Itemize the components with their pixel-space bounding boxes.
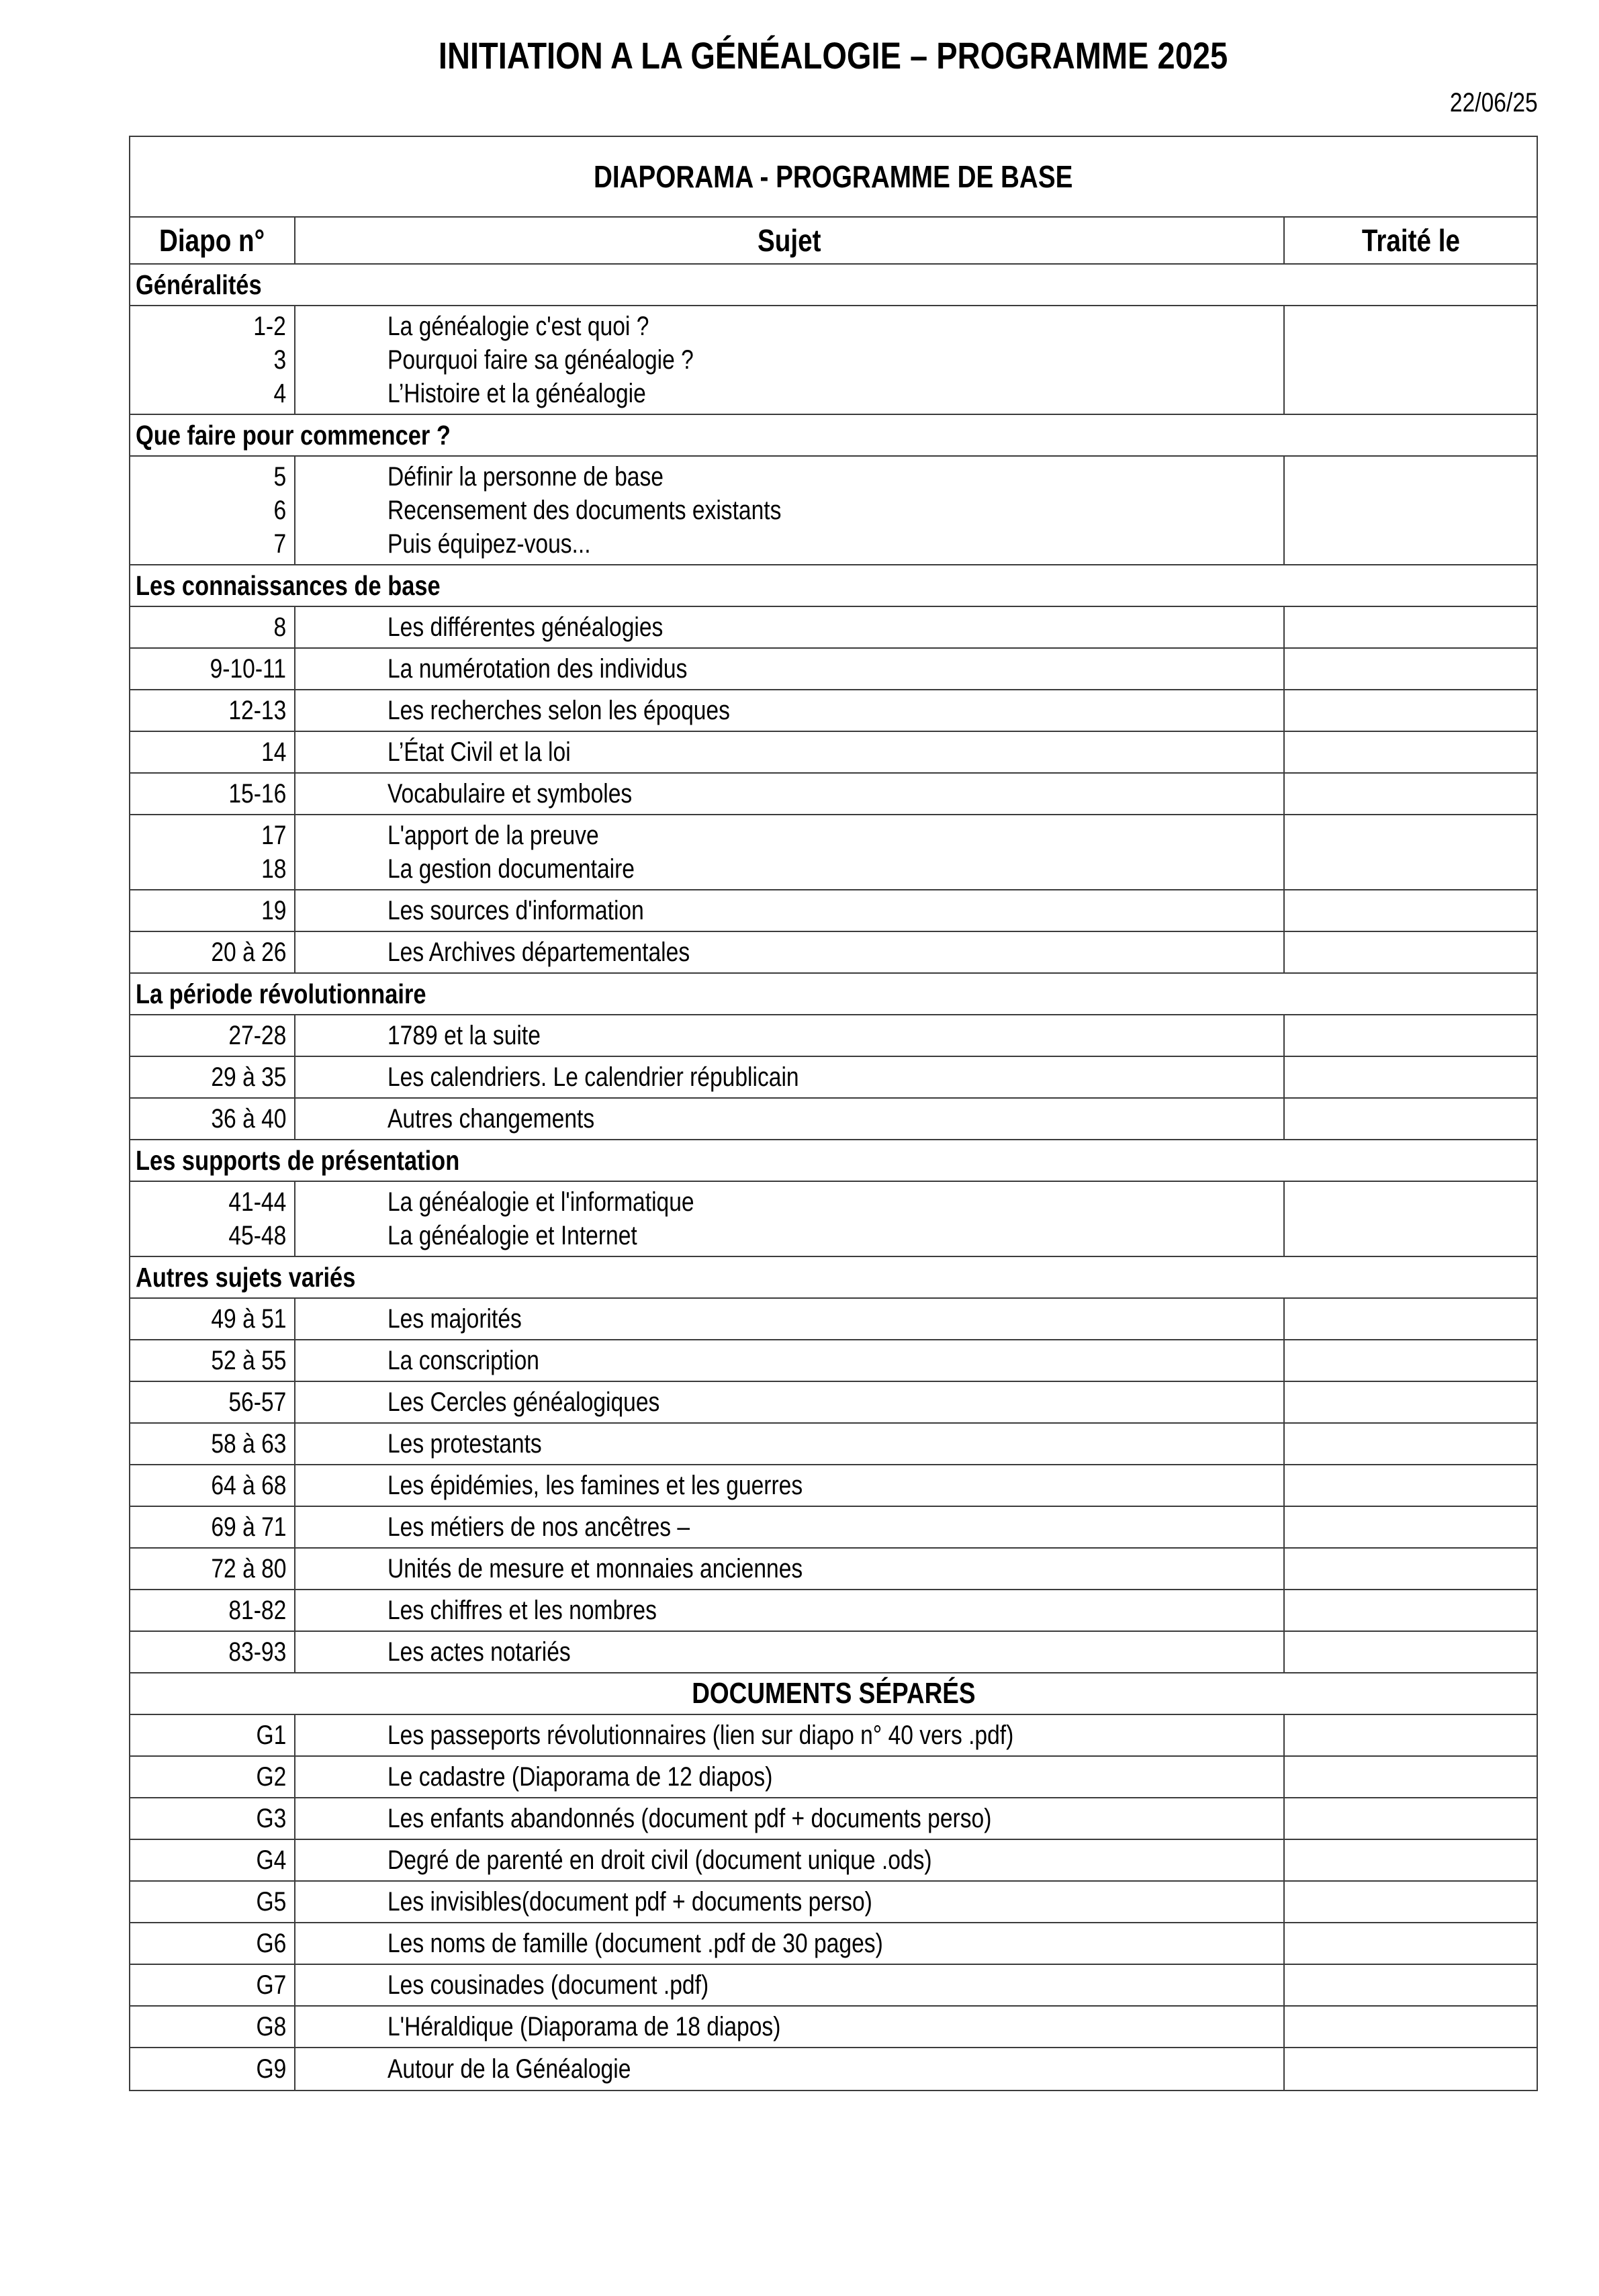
- table-row: [130, 1840, 1537, 1882]
- table-row: [130, 815, 1537, 890]
- banner-row: [130, 1673, 1537, 1715]
- document-page: [0, 35, 1599, 2091]
- subject-text: La généalogie c'est quoi ?: [387, 312, 649, 341]
- subject-text: Les épidémies, les famines et les guerres: [387, 1471, 803, 1500]
- table-row: [130, 1882, 1537, 1923]
- traite-le-cell: [1285, 1507, 1537, 1547]
- subject-cell: [295, 2007, 1285, 2047]
- diapo-number-cell: [130, 690, 295, 731]
- table-title: DIAPORAMA - PROGRAMME DE BASE: [594, 159, 1073, 194]
- subject-text: Pourquoi faire sa généalogie ?: [387, 345, 694, 375]
- subject-cell: [295, 1015, 1285, 1056]
- subject-cell: [295, 1798, 1285, 1839]
- diapo-number-cell: [130, 1882, 295, 1922]
- subject-text: Unités de mesure et monnaies anciennes: [387, 1554, 803, 1583]
- section-label: Généralités: [136, 269, 262, 300]
- subject-cell: [295, 1840, 1285, 1880]
- traite-le-cell: [1285, 306, 1537, 414]
- diapo-number-cell: [130, 1299, 295, 1339]
- section-label: La période révolutionnaire: [136, 978, 426, 1009]
- subject-text: Autour de la Généalogie: [387, 2054, 631, 2084]
- subject-text: La généalogie et l'informatique: [387, 1187, 694, 1217]
- section-row: [130, 415, 1537, 457]
- table-row: [130, 1965, 1537, 2007]
- traite-le-cell: [1285, 1798, 1537, 1839]
- subject-text: Vocabulaire et symboles: [387, 779, 633, 809]
- table-row: [130, 1099, 1537, 1140]
- header-diapo-cell: [130, 218, 295, 263]
- section-label: Les supports de présentation: [136, 1144, 460, 1176]
- diapo-number-cell: [130, 1507, 295, 1547]
- diapo-number-cell: [130, 1057, 295, 1097]
- banner-label: DOCUMENTS SÉPARÉS: [691, 1677, 976, 1710]
- section-row: [130, 974, 1537, 1015]
- table-title-row: [130, 137, 1537, 218]
- diapo-number: 4: [273, 379, 286, 408]
- subject-cell: [295, 306, 1285, 414]
- subject-cell: [295, 2048, 1285, 2090]
- traite-le-cell: [1285, 649, 1537, 689]
- traite-le-cell: [1285, 1757, 1537, 1797]
- document-date: [129, 87, 1538, 118]
- subject-text: Les métiers de nos ancêtres –: [387, 1512, 690, 1542]
- diapo-number: 18: [261, 854, 286, 884]
- section-row: [130, 1257, 1537, 1299]
- table-row: [130, 1590, 1537, 1632]
- diapo-number: 64 à 68: [210, 1471, 286, 1500]
- table-row: [130, 1549, 1537, 1590]
- subject-text: La numérotation des individus: [387, 654, 688, 684]
- diapo-number: 72 à 80: [210, 1554, 286, 1583]
- subject-text: La gestion documentaire: [387, 854, 635, 884]
- diapo-number: 14: [261, 737, 286, 767]
- traite-le-cell: [1285, 1299, 1537, 1339]
- subject-text: Les Archives départementales: [387, 937, 690, 967]
- diapo-number-cell: [130, 1382, 295, 1422]
- header-diapo-label: Diapo n°: [159, 223, 265, 258]
- table-row: [130, 1182, 1537, 1257]
- traite-le-cell: [1285, 1882, 1537, 1922]
- diapo-number: 6: [273, 496, 286, 525]
- diapo-number-cell: [130, 1840, 295, 1880]
- subject-cell: [295, 457, 1285, 564]
- diapo-number: 81-82: [228, 1596, 286, 1625]
- subject-text: Les actes notariés: [387, 1637, 571, 1667]
- table-row: [130, 2007, 1537, 2048]
- subject-text: Les majorités: [387, 1304, 522, 1334]
- subject-cell: [295, 1299, 1285, 1339]
- subject-text: Les calendriers. Le calendrier républicain: [387, 1062, 799, 1092]
- subject-cell: [295, 1465, 1285, 1506]
- traite-le-cell: [1285, 1182, 1537, 1256]
- traite-le-cell: [1285, 690, 1537, 731]
- subject-text: L’Histoire et la généalogie: [387, 379, 646, 408]
- subject-text: Les invisibles(document pdf + documents perso): [387, 1887, 872, 1917]
- diapo-number: 83-93: [228, 1637, 286, 1667]
- traite-le-cell: [1285, 457, 1537, 564]
- diapo-number-cell: [130, 1965, 295, 2005]
- diapo-number: 8: [273, 612, 286, 642]
- section-row: [130, 565, 1537, 607]
- subject-text: Degré de parenté en droit civil (document unique .ods): [387, 1845, 932, 1875]
- traite-le-cell: [1285, 1099, 1537, 1139]
- diapo-number: 5: [273, 462, 286, 492]
- table-row: [130, 1382, 1537, 1424]
- table-row: [130, 2048, 1537, 2090]
- subject-cell: [295, 690, 1285, 731]
- subject-cell: [295, 1340, 1285, 1381]
- diapo-number: 36 à 40: [210, 1104, 286, 1134]
- table-row: [130, 1632, 1537, 1673]
- traite-le-cell: [1285, 815, 1537, 889]
- header-traite-label: Traité le: [1361, 223, 1460, 258]
- diapo-number: 58 à 63: [210, 1429, 286, 1459]
- subject-cell: [295, 1715, 1285, 1755]
- table-row: [130, 774, 1537, 815]
- subject-cell: [295, 649, 1285, 689]
- diapo-number: 3: [273, 345, 286, 375]
- table-row: [130, 890, 1537, 932]
- traite-le-cell: [1285, 1632, 1537, 1672]
- diapo-number: 45-48: [228, 1221, 286, 1250]
- table-row: [130, 932, 1537, 974]
- traite-le-cell: [1285, 2048, 1537, 2090]
- diapo-number: 52 à 55: [210, 1346, 286, 1375]
- traite-le-cell: [1285, 1965, 1537, 2005]
- table-body: [130, 265, 1537, 2090]
- subject-text: La généalogie et Internet: [387, 1221, 637, 1250]
- traite-le-cell: [1285, 2007, 1537, 2047]
- subject-text: Le cadastre (Diaporama de 12 diapos): [387, 1762, 773, 1792]
- traite-le-cell: [1285, 1715, 1537, 1755]
- program-table: [129, 136, 1538, 2091]
- subject-cell: [295, 1057, 1285, 1097]
- diapo-number: 29 à 35: [210, 1062, 286, 1092]
- table-row: [130, 1507, 1537, 1549]
- diapo-number-cell: [130, 306, 295, 414]
- section-row: [130, 1140, 1537, 1182]
- subject-text: Les Cercles généalogiques: [387, 1387, 660, 1417]
- traite-le-cell: [1285, 1015, 1537, 1056]
- subject-text: 1789 et la suite: [387, 1021, 541, 1050]
- subject-text: Définir la personne de base: [387, 462, 664, 492]
- table-row: [130, 1299, 1537, 1340]
- subject-cell: [295, 1923, 1285, 1964]
- subject-text: Les recherches selon les époques: [387, 696, 730, 725]
- table-row: [130, 306, 1537, 415]
- diapo-number-cell: [130, 1015, 295, 1056]
- subject-text: Les sources d'information: [387, 896, 644, 925]
- diapo-number-cell: [130, 774, 295, 814]
- subject-text: Recensement des documents existants: [387, 496, 782, 525]
- diapo-number: 49 à 51: [210, 1304, 286, 1334]
- diapo-number-cell: [130, 1549, 295, 1589]
- subject-cell: [295, 932, 1285, 972]
- traite-le-cell: [1285, 1057, 1537, 1097]
- traite-le-cell: [1285, 607, 1537, 647]
- diapo-number-cell: [130, 815, 295, 889]
- table-row: [130, 649, 1537, 690]
- table-row: [130, 1923, 1537, 1965]
- subject-text: L’État Civil et la loi: [387, 737, 571, 767]
- section-row: [130, 265, 1537, 306]
- diapo-number: G2: [256, 1762, 286, 1792]
- table-row: [130, 1465, 1537, 1507]
- diapo-number-cell: [130, 2007, 295, 2047]
- subject-cell: [295, 1757, 1285, 1797]
- diapo-number-cell: [130, 1424, 295, 1464]
- table-row: [130, 690, 1537, 732]
- table-row: [130, 1015, 1537, 1057]
- traite-le-cell: [1285, 890, 1537, 931]
- traite-le-cell: [1285, 1465, 1537, 1506]
- diapo-number-cell: [130, 1757, 295, 1797]
- table-row: [130, 457, 1537, 565]
- diapo-number: G4: [256, 1845, 286, 1875]
- document-date-text: 22/06/25: [1450, 88, 1538, 118]
- subject-text: Les chiffres et les nombres: [387, 1596, 657, 1625]
- diapo-number-cell: [130, 1465, 295, 1506]
- diapo-number-cell: [130, 1340, 295, 1381]
- diapo-number: 69 à 71: [210, 1512, 286, 1542]
- subject-text: Les cousinades (document .pdf): [387, 1970, 709, 2000]
- diapo-number: G5: [256, 1887, 286, 1917]
- diapo-number-cell: [130, 1590, 295, 1631]
- traite-le-cell: [1285, 732, 1537, 772]
- subject-cell: [295, 774, 1285, 814]
- traite-le-cell: [1285, 1382, 1537, 1422]
- diapo-number-cell: [130, 932, 295, 972]
- subject-cell: [295, 1590, 1285, 1631]
- diapo-number-cell: [130, 1632, 295, 1672]
- table-header-row: [130, 218, 1537, 265]
- traite-le-cell: [1285, 1549, 1537, 1589]
- diapo-number: 1-2: [253, 312, 286, 341]
- subject-cell: [295, 1882, 1285, 1922]
- diapo-number: 12-13: [228, 696, 286, 725]
- diapo-number-cell: [130, 1182, 295, 1256]
- subject-text: La conscription: [387, 1346, 539, 1375]
- traite-le-cell: [1285, 1923, 1537, 1964]
- diapo-number: 9-10-11: [210, 654, 286, 684]
- subject-cell: [295, 1099, 1285, 1139]
- diapo-number-cell: [130, 1798, 295, 1839]
- header-sujet-cell: [295, 218, 1285, 263]
- traite-le-cell: [1285, 1590, 1537, 1631]
- traite-le-cell: [1285, 1840, 1537, 1880]
- table-row: [130, 1798, 1537, 1840]
- traite-le-cell: [1285, 1340, 1537, 1381]
- header-sujet-label: Sujet: [758, 223, 821, 258]
- diapo-number: 15-16: [228, 779, 286, 809]
- subject-text: Les passeports révolutionnaires (lien sur diapo n° 40 vers .pdf): [387, 1720, 1014, 1750]
- table-row: [130, 732, 1537, 774]
- diapo-number: G1: [256, 1720, 286, 1750]
- subject-cell: [295, 1182, 1285, 1256]
- section-label: Autres sujets variés: [136, 1261, 356, 1293]
- table-row: [130, 1715, 1537, 1757]
- traite-le-cell: [1285, 774, 1537, 814]
- traite-le-cell: [1285, 1424, 1537, 1464]
- diapo-number: 17: [261, 821, 286, 850]
- subject-cell: [295, 1549, 1285, 1589]
- diapo-number-cell: [130, 649, 295, 689]
- section-label: Que faire pour commencer ?: [136, 419, 451, 451]
- traite-le-cell: [1285, 932, 1537, 972]
- diapo-number: G9: [256, 2054, 286, 2084]
- diapo-number: 7: [273, 529, 286, 559]
- document-title-text: INITIATION A LA GÉNÉALOGIE – PROGRAMME 2025: [439, 34, 1228, 77]
- header-traite-cell: [1285, 218, 1537, 263]
- table-row: [130, 607, 1537, 649]
- subject-text: Les enfants abandonnés (document pdf + documents perso): [387, 1804, 992, 1833]
- subject-text: Autres changements: [387, 1104, 595, 1134]
- diapo-number-cell: [130, 1715, 295, 1755]
- subject-cell: [295, 1382, 1285, 1422]
- diapo-number-cell: [130, 1923, 295, 1964]
- diapo-number: 41-44: [228, 1187, 286, 1217]
- subject-text: L'Héraldique (Diaporama de 18 diapos): [387, 2012, 781, 2041]
- subject-text: Les différentes généalogies: [387, 612, 664, 642]
- subject-cell: [295, 732, 1285, 772]
- subject-text: Puis équipez-vous...: [387, 529, 591, 559]
- diapo-number: 27-28: [228, 1021, 286, 1050]
- table-row: [130, 1757, 1537, 1798]
- subject-text: Les protestants: [387, 1429, 542, 1459]
- diapo-number: 20 à 26: [210, 937, 286, 967]
- diapo-number: 56-57: [228, 1387, 286, 1417]
- subject-cell: [295, 890, 1285, 931]
- subject-cell: [295, 607, 1285, 647]
- diapo-number: 19: [261, 896, 286, 925]
- diapo-number: G8: [256, 2012, 286, 2041]
- diapo-number-cell: [130, 2048, 295, 2090]
- subject-text: L'apport de la preuve: [387, 821, 599, 850]
- subject-text: Les noms de famille (document .pdf de 30 pages): [387, 1929, 883, 1958]
- diapo-number-cell: [130, 890, 295, 931]
- subject-cell: [295, 1507, 1285, 1547]
- table-row: [130, 1057, 1537, 1099]
- diapo-number-cell: [130, 732, 295, 772]
- diapo-number: G3: [256, 1804, 286, 1833]
- diapo-number-cell: [130, 457, 295, 564]
- subject-cell: [295, 1965, 1285, 2005]
- table-row: [130, 1424, 1537, 1465]
- diapo-number: G7: [256, 1970, 286, 2000]
- table-row: [130, 1340, 1537, 1382]
- subject-cell: [295, 1632, 1285, 1672]
- document-title: [129, 35, 1538, 77]
- subject-cell: [295, 815, 1285, 889]
- subject-cell: [295, 1424, 1285, 1464]
- diapo-number-cell: [130, 607, 295, 647]
- diapo-number: G6: [256, 1929, 286, 1958]
- section-label: Les connaissances de base: [136, 569, 441, 601]
- diapo-number-cell: [130, 1099, 295, 1139]
